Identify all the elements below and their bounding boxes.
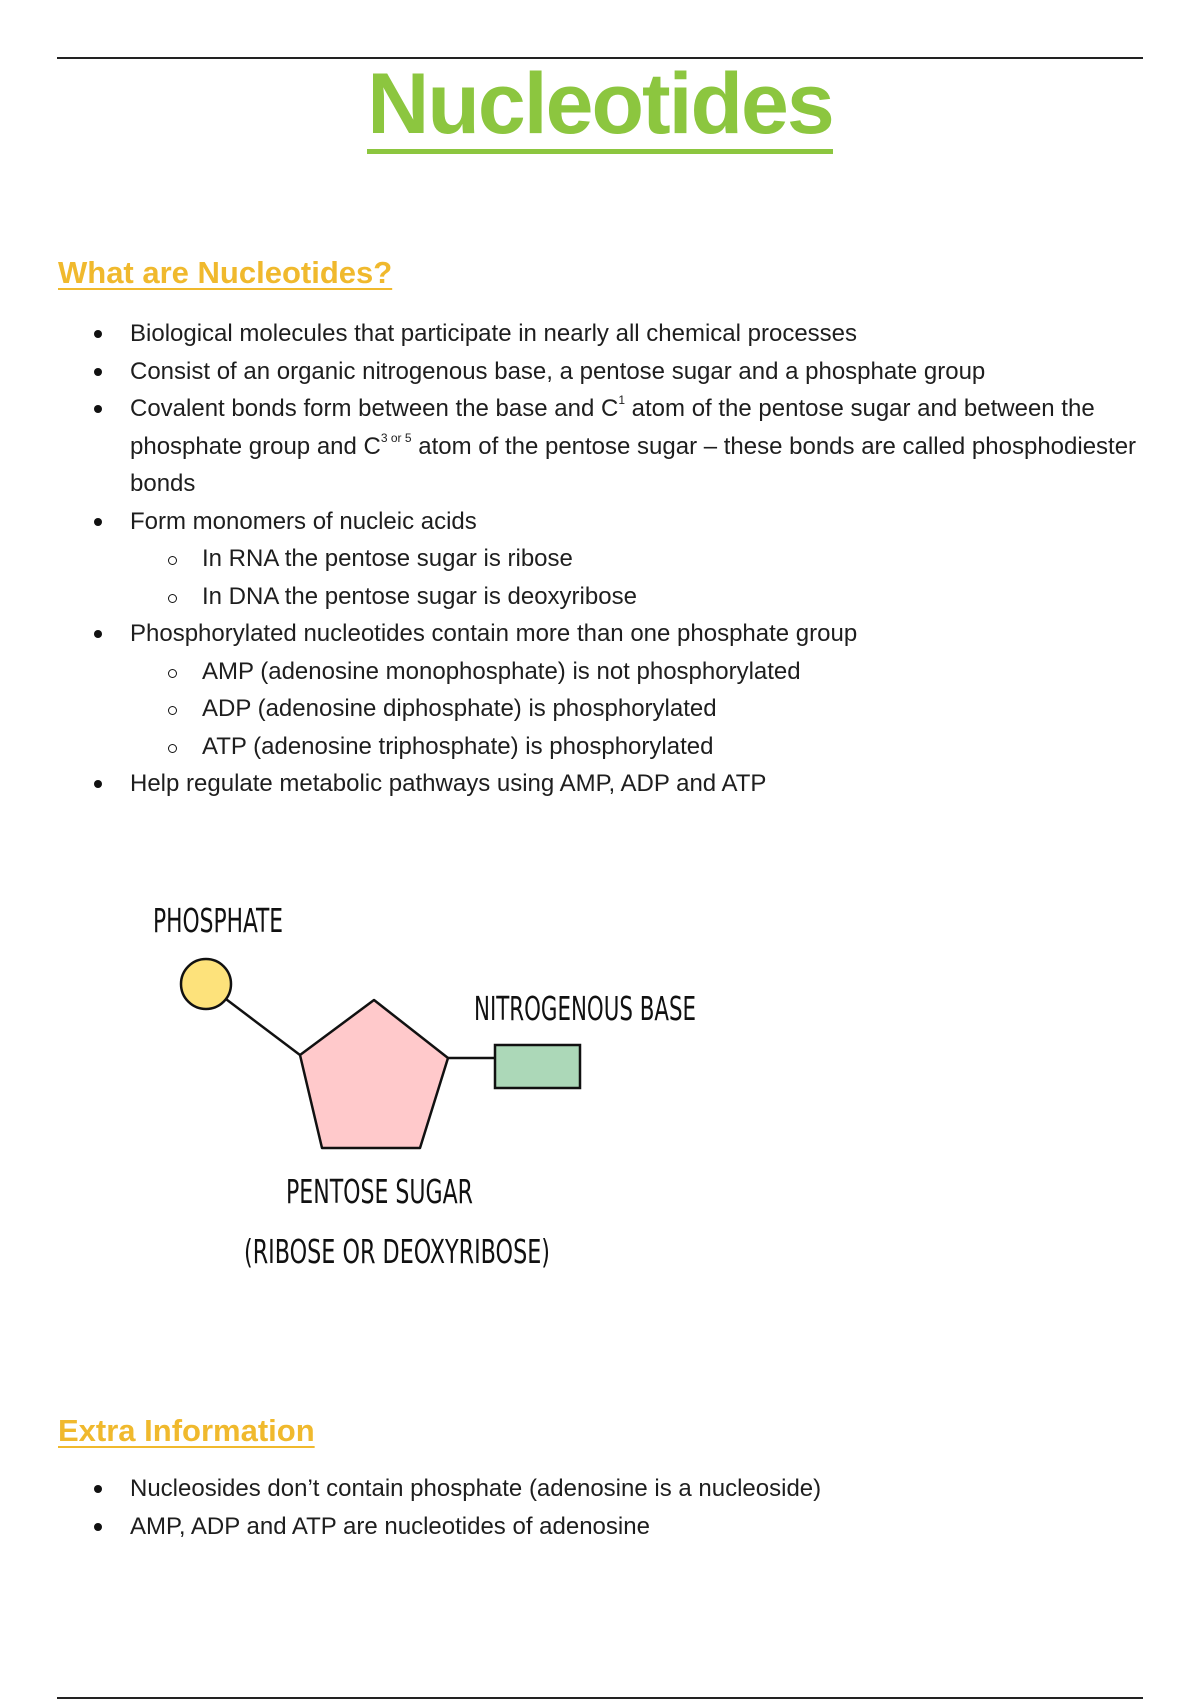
nucleotide-facts-list xyxy=(0,315,1200,803)
list-item-covalent-bonds xyxy=(0,390,1200,503)
phosphate-circle xyxy=(181,959,231,1009)
list-item: AMP, ADP and ATP are nucleotides of adenosine xyxy=(0,1508,1200,1546)
list-item: Form monomers of nucleic acids xyxy=(0,503,1200,541)
nitrogenous-base-rectangle xyxy=(495,1045,580,1088)
list-item: Nucleosides don’t contain phosphate (adenosine is a nucleoside) xyxy=(0,1470,1200,1508)
pentose-sugar-label: PENTOSE SUGAR xyxy=(286,1172,473,1211)
sub-list-item: ATP (adenosine triphosphate) is phosphorylated xyxy=(0,728,1200,766)
section-heading-extra-information: Extra Information xyxy=(58,1413,315,1448)
bullet-text: atom of the pentose sugar and between the phosphate group and C xyxy=(130,395,1095,460)
nucleotide-diagram xyxy=(0,880,760,1300)
sub-list-item: ADP (adenosine diphosphate) is phosphorylated xyxy=(0,690,1200,728)
phosphate-label: PHOSPHATE xyxy=(153,901,283,940)
pentose-sugar-sublabel: (RIBOSE OR DEOXYRIBOSE) xyxy=(244,1232,550,1271)
section-heading-what-are-nucleotides: What are Nucleotides? xyxy=(58,255,393,290)
sub-list-item: In DNA the pentose sugar is deoxyribose xyxy=(0,578,1200,616)
list-item: Phosphorylated nucleotides contain more than one phosphate group xyxy=(0,615,1200,653)
page-title xyxy=(0,55,1200,154)
superscript: 3 or 5 xyxy=(380,430,412,445)
bullet-text: atom of the pentose sugar – these bonds are called phosphodiester bonds xyxy=(130,432,1137,497)
pentose-sugar-pentagon xyxy=(300,1000,448,1148)
sub-list-item: In RNA the pentose sugar is ribose xyxy=(0,540,1200,578)
bullet-text: Covalent bonds form between the base and C xyxy=(130,395,619,422)
list-item: Consist of an organic nitrogenous base, a pentose sugar and a phosphate group xyxy=(0,353,1200,391)
list-item: Biological molecules that participate in nearly all chemical processes xyxy=(0,315,1200,353)
extra-information-list xyxy=(0,1470,1200,1545)
sub-list-item: AMP (adenosine monophosphate) is not phosphorylated xyxy=(0,653,1200,691)
superscript: 1 xyxy=(618,393,625,407)
nitrogenous-base-label: NITROGENOUS BASE xyxy=(474,989,696,1028)
page-title-text: Nucleotides xyxy=(367,59,832,154)
bottom-rule xyxy=(57,1697,1143,1699)
list-item: Help regulate metabolic pathways using AMP, ADP and ATP xyxy=(0,765,1200,803)
